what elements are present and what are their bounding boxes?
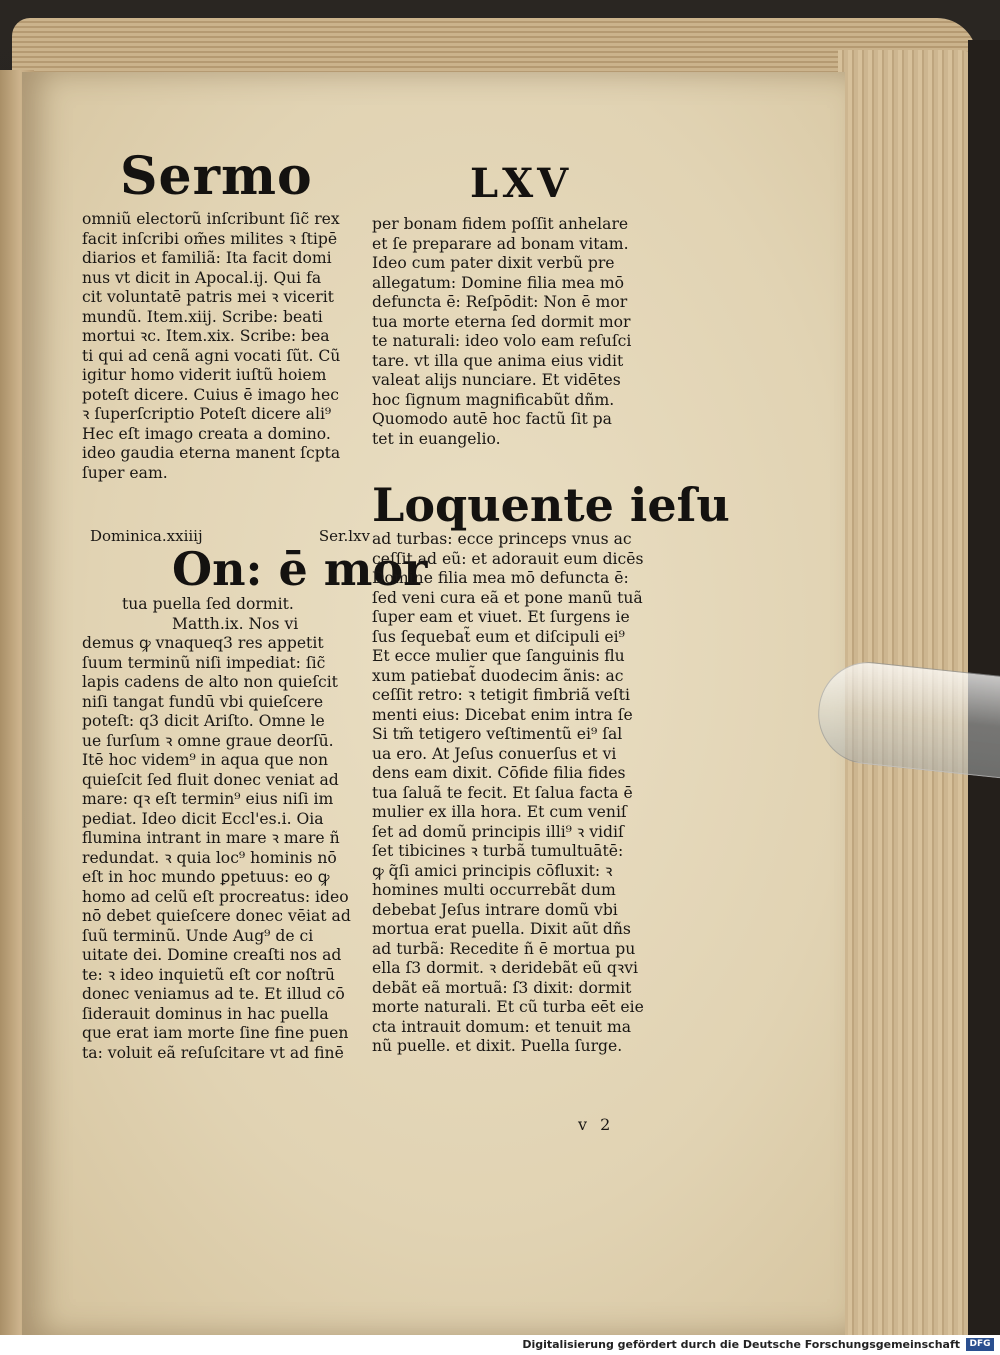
text-line: que erat iam morte ſine fine puen xyxy=(82,1024,349,1042)
text-line: homines multi occurrebãt dum xyxy=(372,881,616,899)
text-line: ſuper eam et viuet. Et ſurgens ie xyxy=(372,608,630,626)
text-line: mortua erat puella. Dixit aũt dñs xyxy=(372,920,631,938)
text-line: demus ꝙ vnaqueq3 res appetit xyxy=(82,634,324,652)
right-column-gospel xyxy=(372,530,662,1057)
text-line: Quomodo autē hoc factũ ſit pa xyxy=(372,410,612,428)
text-line: mulier ex illa hora. Et cum veniſ xyxy=(372,803,627,821)
section-label-dominica: Dominica.xxiiij xyxy=(90,527,203,545)
text-line: ꝛ ſuperſcriptio Poteſt dicere ali⁹ xyxy=(82,405,332,423)
text-line: Itē hoc videm⁹ in aqua que non xyxy=(82,751,328,769)
text-line: uitate dei. Domine creaſti nos ad xyxy=(82,946,342,964)
text-line: mare: qꝛ eſt termin⁹ eius niſi im xyxy=(82,790,334,808)
text-line: tet in euangelio. xyxy=(372,429,501,448)
text-line: te naturali: ideo volo eam reſuſci xyxy=(372,332,632,350)
folio-number: LXV xyxy=(470,160,573,207)
text-line: ſus ſequebat̃ eum et diſcipuli ei⁹ xyxy=(372,627,625,646)
text-line: valeat alijs nunciare. Et vidētes xyxy=(372,371,621,389)
text-line: ſiderauit dominus in hac puella xyxy=(82,1004,329,1023)
text-line: flumina intrant in mare ꝛ mare ñ xyxy=(82,829,340,847)
text-line: mundũ. Item.xiij. Scribe: beati xyxy=(82,307,323,326)
text-line: tua morte eterna ſed dormit mor xyxy=(372,312,631,331)
text-line: ue ſurſum ꝛ omne graue deorſū. xyxy=(82,731,334,750)
text-line: nō debet quieſcere donec vēiat ad xyxy=(82,907,351,925)
text-line: ua ero. At Jeſus conuerſus et vi xyxy=(372,744,617,763)
text-line: tare. vt illa que anima eius vidit xyxy=(372,351,624,370)
text-line: ta: voluit eã reſuſcitare vt ad finē xyxy=(82,1043,344,1062)
text-line: te: ꝛ ideo inquietũ eſt cor noſtrū xyxy=(82,965,335,984)
text-line: ad turbã: Recedite ñ ē mortua pu xyxy=(372,939,636,958)
text-line: ſuum terminũ niſi impediat: ſic̃ xyxy=(82,653,326,672)
footer-credit: Digitalisierung gefördert durch die Deutsche Forschungsgemeinschaft xyxy=(522,1338,960,1351)
text-line: debãt eã mortuã: ſ3 dixit: dormit xyxy=(372,978,632,997)
text-line: cit voluntatē patris mei ꝛ vicerit xyxy=(82,288,334,306)
text-line: nus vt dicit in Apocal.ij. Qui fa xyxy=(82,268,322,287)
dfg-logo: DFG xyxy=(966,1338,994,1351)
text-line: dens eam dixit. Cōfide filia fides xyxy=(372,764,626,782)
footer-bar xyxy=(0,1335,1000,1355)
text-line: Matth.ix. Nos vi xyxy=(172,614,299,633)
text-line: homo ad celũ eſt procreatus: ideo xyxy=(82,887,349,906)
page-stack-top-edge xyxy=(12,18,977,78)
text-line: ideo gaudia eterna manent ſcpta xyxy=(82,444,341,462)
text-line: Si tm̃ tetigero veſtimentũ ei⁹ ſal xyxy=(372,725,623,743)
text-line: igitur homo viderit iuſtũ hoiem xyxy=(82,366,327,384)
text-line: menti eius: Dicebat enim intra ſe xyxy=(372,705,633,724)
text-line: debebat Jeſus intrare domũ vbi xyxy=(372,900,618,919)
text-line: ceſſit ad eũ: et adorauit eum dicēs xyxy=(372,549,644,568)
text-line: allegatum: Domine filia mea mō xyxy=(372,273,625,292)
text-line: Et ecce mulier que ſanguinis flu xyxy=(372,647,625,665)
text-line: omniũ electorũ inſcribunt ſic̃ rex xyxy=(82,210,340,228)
text-line: Hec eſt imago creata a domino. xyxy=(82,424,331,443)
text-line: et ſe preparare ad bonam vitam. xyxy=(372,234,629,253)
text-line: ſet tibicines ꝛ turbã tumultuātē: xyxy=(372,842,624,860)
text-line: Ideo cum pater dixit verbũ pre xyxy=(372,254,615,272)
left-column-sermon xyxy=(82,595,372,1063)
text-line: ſuũ terminũ. Unde Aug⁹ de ci xyxy=(82,926,314,945)
text-line: donec veniamus ad te. Et illud cō xyxy=(82,985,345,1003)
running-head-sermo: Sermo xyxy=(120,146,313,207)
text-line: ſuper eam. xyxy=(82,463,168,482)
left-column-top xyxy=(82,210,372,483)
text-line: ꝙ q̃ſi amici principis cōfluxit: ꝛ xyxy=(372,861,613,880)
text-line: quieſcit ſed fluit donec veniat ad xyxy=(82,770,339,789)
text-line: tua ſaluã te fecit. Et ſalua facta ē xyxy=(372,783,633,802)
text-line: pediat. Ideo dicit Eccl'es.i. Oia xyxy=(82,809,324,828)
text-line: Domine filia mea mō defuncta ē: xyxy=(372,569,629,587)
text-line: ceſſit retro: ꝛ tetigit fimbriã veſti xyxy=(372,686,630,704)
text-line: hoc ſignum magnificabũt dñm. xyxy=(372,390,615,409)
text-line: morte naturali. Et cũ turba eēt eie xyxy=(372,998,644,1016)
text-line: facit inſcribi om̃es milites ꝛ ſtipē xyxy=(82,229,338,248)
text-line: ella ſ3 dormit. ꝛ deridebãt eũ qꝛvi xyxy=(372,959,638,977)
text-line: eſt in hoc mundo ꝑpetuus: eo ꝙ xyxy=(82,868,330,886)
section-label-sermo: Ser.lxv xyxy=(318,527,370,545)
text-line: poteſt dicere. Cuius ē imago hec xyxy=(82,385,339,404)
text-line: per bonam fidem poſſit anhelare xyxy=(372,215,629,233)
text-line: redundat. ꝛ quia loc⁹ hominis nō xyxy=(82,848,337,867)
text-line: nũ puelle. et dixit. Puella ſurge. xyxy=(372,1037,623,1055)
text-line: tua puella ſed dormit. xyxy=(122,595,294,613)
text-line: niſi tangat fundū vbi quieſcere xyxy=(82,692,324,711)
right-column-top xyxy=(372,215,662,449)
text-line: xum patiebat̃ duodecim ãnis: ac xyxy=(372,666,624,685)
text-line: cta intrauit domum: et tenuit ma xyxy=(372,1017,632,1036)
text-line: ſed veni cura eã et pone manũ tuã xyxy=(372,588,643,607)
text-line: diarios et familiã: Ita facit domi xyxy=(82,249,332,267)
text-line: ad turbas: ecce princeps vnus ac xyxy=(372,530,632,548)
gospel-heading: Loquente ieſu xyxy=(372,478,730,532)
text-line: defuncta ē: Reſpōdit: Non ē mor xyxy=(372,293,628,311)
text-line: mortui ꝛc. Item.xix. Scribe: bea xyxy=(82,327,330,345)
text-line: ti qui ad cenã agni vocati ſũt. Cũ xyxy=(82,346,341,365)
text-line: poteſt: q3 dicit Ariſto. Omne le xyxy=(82,712,325,730)
text-line: ſet ad domũ principis illi⁹ ꝛ vidiſ xyxy=(372,822,624,841)
sermon-heading: On: ē mor xyxy=(172,542,428,596)
text-line: lapis cadens de alto non quieſcit xyxy=(82,673,338,691)
signature-mark: v 2 xyxy=(578,1115,615,1134)
